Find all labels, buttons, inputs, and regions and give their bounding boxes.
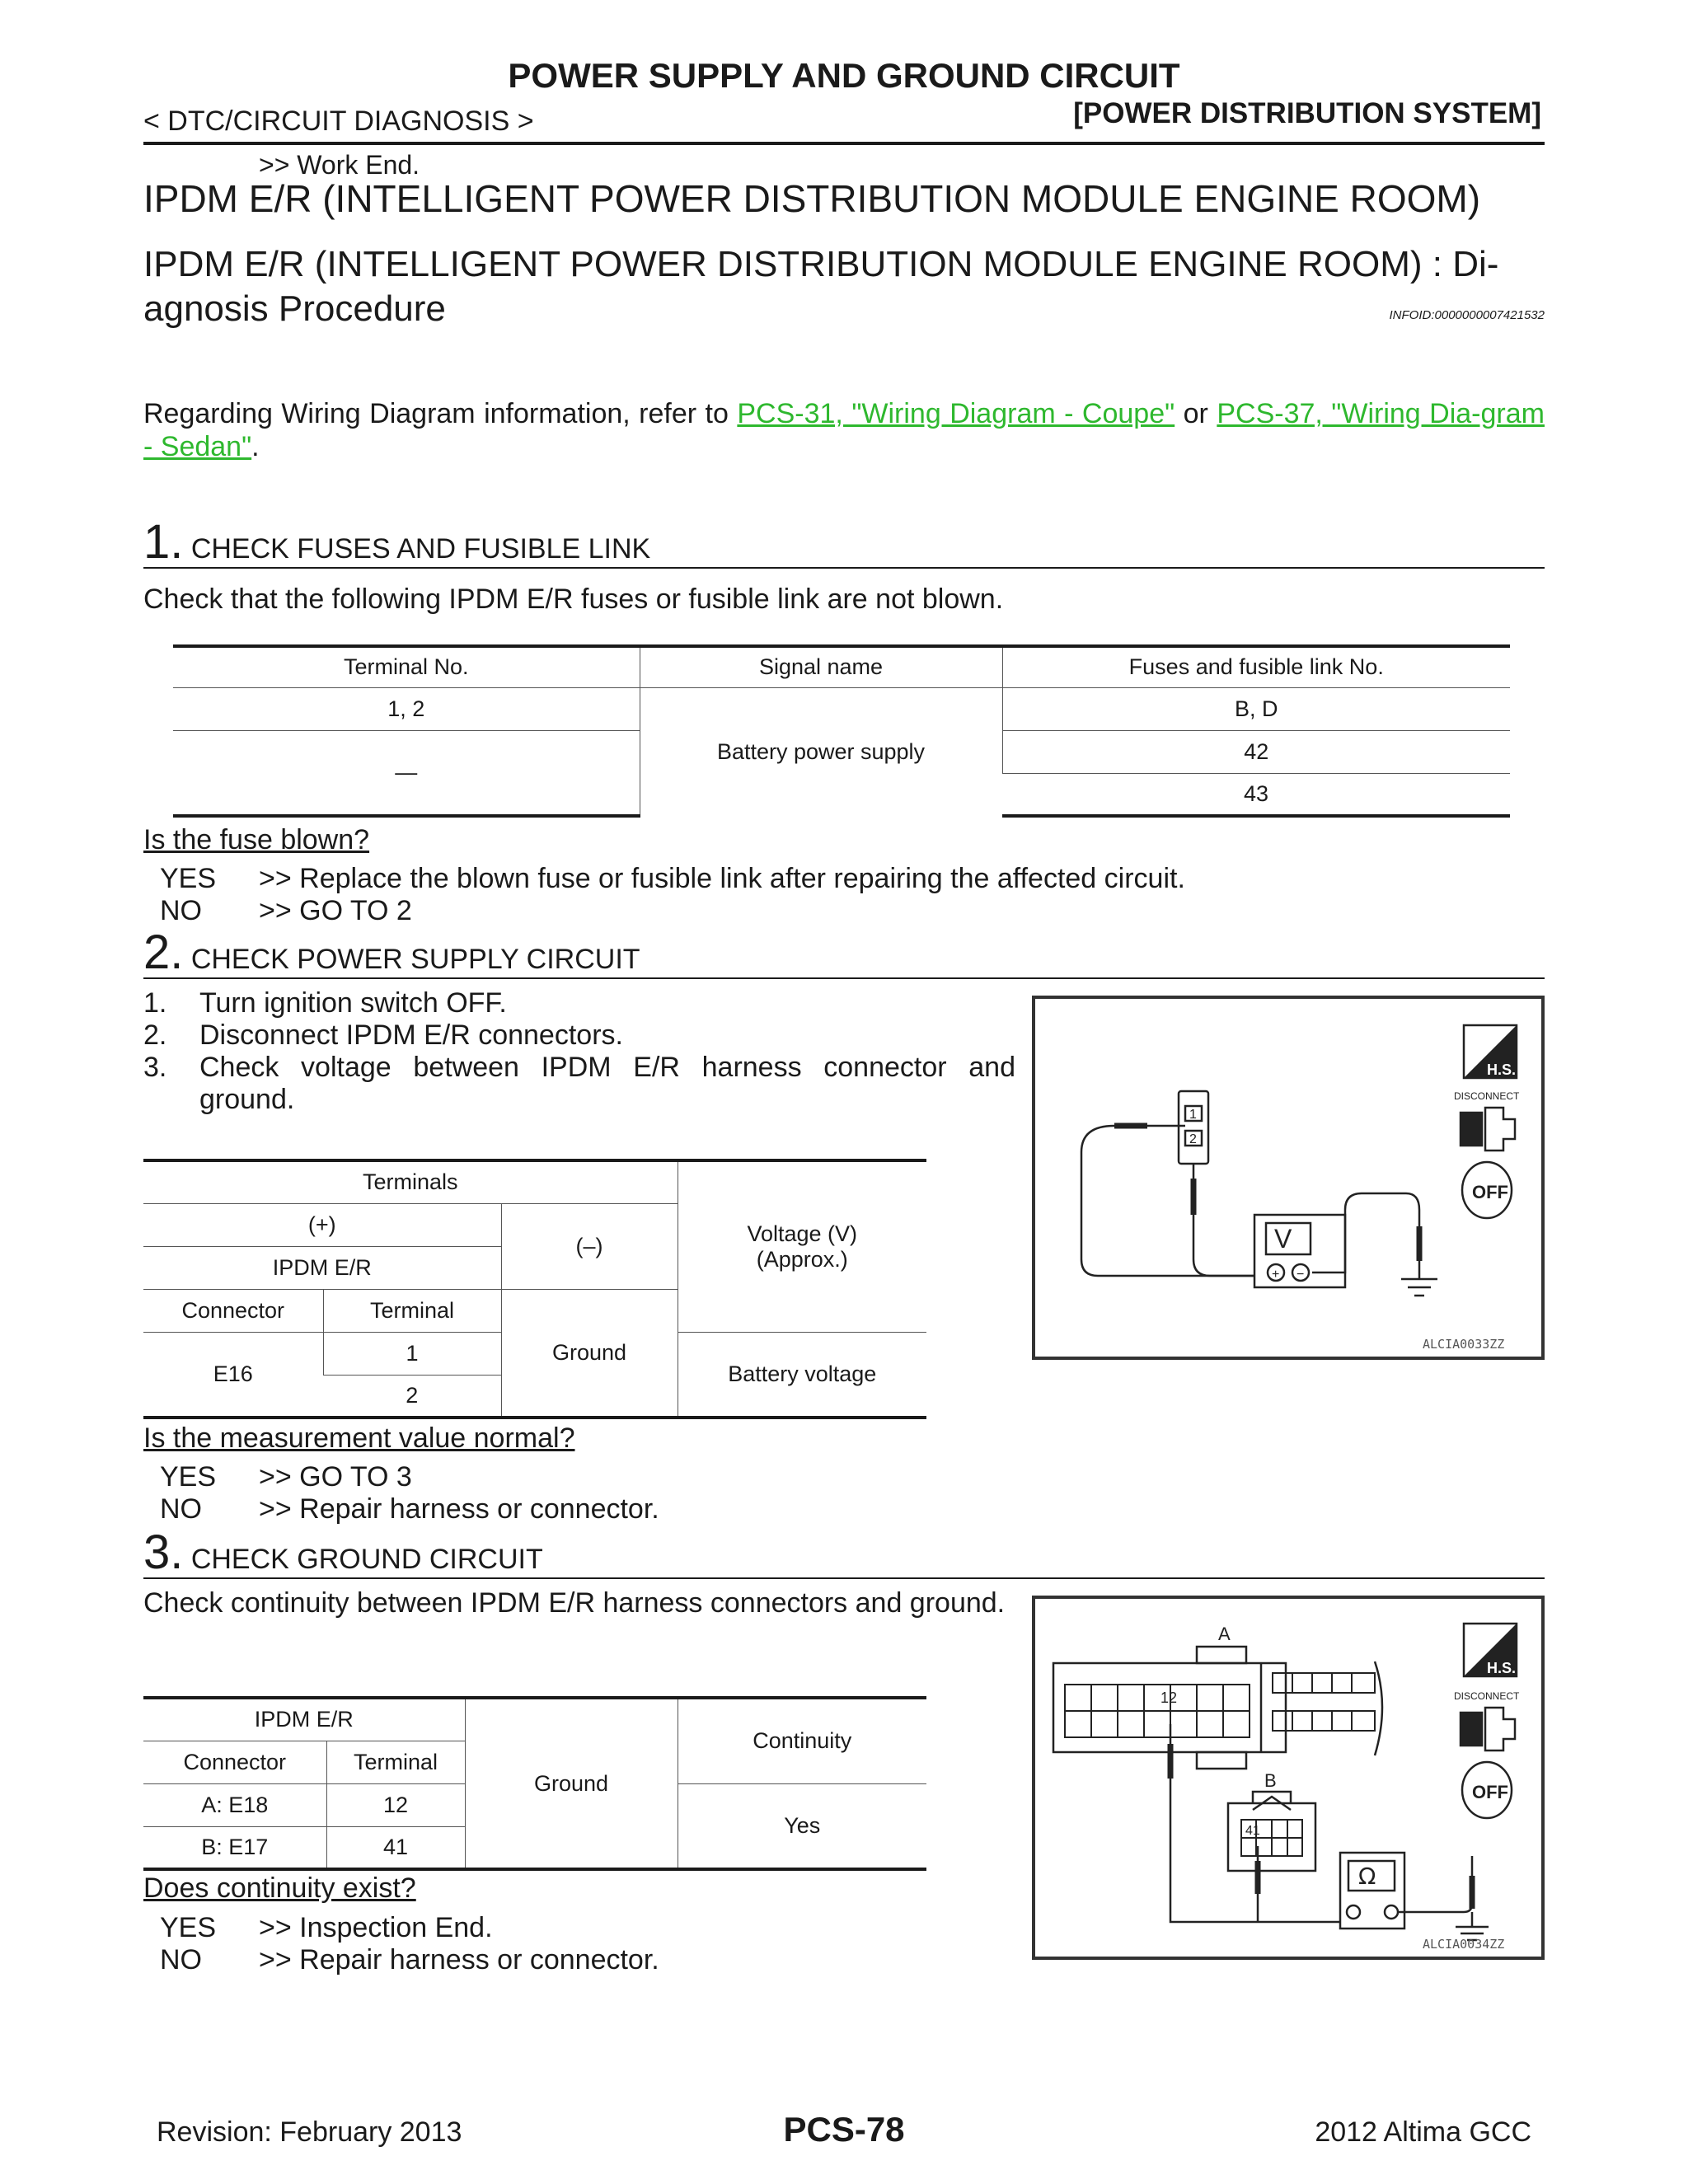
info-id: INFOID:0000000007421532 — [1389, 308, 1545, 322]
section-label: [POWER DISTRIBUTION SYSTEM] — [1073, 97, 1541, 129]
continuity-header: Continuity — [678, 1698, 926, 1783]
fuse-table-header: Terminal No. — [173, 646, 640, 687]
connector-a-label: A — [1218, 1624, 1231, 1644]
list-item: 1. Turn ignition switch OFF. — [143, 987, 507, 1019]
header-divider — [143, 142, 1545, 145]
connector-header: Connector — [143, 1289, 323, 1332]
footer-model: 2012 Altima GCC — [1315, 2116, 1531, 2148]
terminal-header: Terminal — [323, 1289, 501, 1332]
meter-label: V — [1274, 1224, 1292, 1254]
pin-label: 41 — [1245, 1824, 1260, 1838]
fuse-cell: B, D — [1002, 687, 1510, 730]
section-heading: IPDM E/R (INTELLIGENT POWER DISTRIBUTION MODULE ENGINE ROOM) — [143, 177, 1481, 220]
step-3-no: NO >> Repair harness or connector. — [160, 1944, 659, 1975]
footer-page-number: PCS-78 — [783, 2110, 905, 2149]
step-2-title: CHECK POWER SUPPLY CIRCUIT — [190, 944, 640, 975]
terminal-cell: 2 — [323, 1375, 501, 1418]
hs-label: H.S. — [1487, 1660, 1517, 1676]
link-wiring-sedan[interactable]: PCS-37, "Wiring Dia-gram - Sedan" — [143, 398, 1545, 462]
connector-b-label: B — [1264, 1770, 1277, 1791]
terminal-cell: 12 — [326, 1783, 465, 1826]
step-1-header — [143, 514, 1545, 569]
voltage-table — [143, 1159, 926, 1419]
continuity-check-figure — [1032, 1596, 1545, 1960]
result-cell: Yes — [678, 1783, 926, 1869]
page-title: POWER SUPPLY AND GROUND CIRCUIT — [508, 56, 1180, 95]
step-2-list — [143, 987, 1015, 1116]
intro-mid: or — [1175, 398, 1217, 429]
step-3-yes: YES >> Inspection End. — [160, 1912, 493, 1943]
step-1-yes — [160, 863, 1479, 896]
terminal-cell: 1, 2 — [173, 687, 640, 730]
off-label: OFF — [1472, 1782, 1508, 1802]
intro-post: . — [251, 431, 260, 462]
no-text: >> GO TO 2 — [259, 895, 412, 926]
ground-cell: Ground — [465, 1698, 678, 1869]
work-end-text: >> Work End. — [259, 150, 420, 180]
intro-pre: Regarding Wiring Diagram information, refer to — [143, 398, 738, 429]
yes-text: >> Replace the blown fuse or fusible link after repairing the affected circuit. — [259, 863, 1185, 894]
step-1-title: CHECK FUSES AND FUSIBLE LINK — [190, 533, 651, 565]
terminals-header: Terminals — [143, 1160, 678, 1203]
list-item: 2. Disconnect IPDM E/R connectors. — [143, 1019, 623, 1051]
step-3-question: Does continuity exist? — [143, 1872, 416, 1904]
ground-cell: Ground — [501, 1289, 678, 1418]
step-2-no: NO >> Repair harness or connector. — [160, 1493, 659, 1525]
breadcrumb: < DTC/CIRCUIT DIAGNOSIS > — [143, 105, 534, 137]
terminal-cell: 1 — [323, 1332, 501, 1375]
step-1-question: Is the fuse blown? — [143, 824, 370, 855]
step-3-header — [143, 1525, 1545, 1579]
no-label: NO — [160, 895, 202, 926]
hs-label: H.S. — [1487, 1062, 1517, 1078]
step-3-text: Check continuity between IPDM E/R harness connectors and ground. — [143, 1587, 1006, 1619]
yes-label: YES — [160, 863, 217, 894]
continuity-table — [143, 1696, 926, 1871]
minus-header: (–) — [501, 1203, 678, 1289]
signal-cell: Battery power supply — [640, 687, 1002, 816]
fuse-cell: 42 — [1002, 730, 1510, 773]
subsection-heading: IPDM E/R (INTELLIGENT POWER DISTRIBUTION MODULE ENGINE ROOM) : Di-agnosis Procedure — [143, 244, 1499, 329]
voltage-check-figure — [1032, 996, 1545, 1360]
voltage-header: Voltage (V) (Approx.) — [678, 1160, 926, 1332]
step-2-number: 2. — [143, 926, 184, 979]
connector-cell: A: E18 — [143, 1783, 326, 1826]
figure-code: ALCIA0033ZZ — [1423, 1337, 1505, 1352]
terminal-cell: — — [173, 730, 640, 816]
fuse-table — [173, 644, 1510, 818]
pin-label: 1 — [1189, 1108, 1197, 1122]
link-wiring-coupe[interactable]: PCS-31, "Wiring Diagram - Coupe" — [737, 398, 1175, 429]
step-1-text: Check that the following IPDM E/R fuses or fusible link are not blown. — [143, 583, 1004, 615]
result-cell: Battery voltage — [678, 1332, 926, 1418]
terminal-cell: 41 — [326, 1826, 465, 1869]
disconnect-label: DISCONNECT — [1454, 1090, 1520, 1102]
plus-header: (+) — [143, 1203, 501, 1246]
fuse-cell: 43 — [1002, 773, 1510, 816]
step-2-yes: YES >> GO TO 3 — [160, 1461, 412, 1493]
disconnect-label: DISCONNECT — [1454, 1690, 1520, 1702]
step-1-number: 1. — [143, 515, 184, 569]
terminal-header: Terminal — [326, 1741, 465, 1783]
step-1-no — [160, 895, 1479, 928]
fuse-table-header: Signal name — [640, 646, 1002, 687]
step-2-header — [143, 925, 1545, 979]
list-item: 3. Check voltage between IPDM E/R harness connector and ground. — [143, 1052, 1015, 1115]
meter-label: Ω — [1358, 1863, 1376, 1890]
connector-cell: E16 — [143, 1332, 323, 1418]
fuse-table-header: Fuses and fusible link No. — [1002, 646, 1510, 687]
pin-label: 12 — [1160, 1690, 1178, 1706]
connector-header: Connector — [143, 1741, 326, 1783]
connector-cell: B: E17 — [143, 1826, 326, 1869]
ipdm-header: IPDM E/R — [143, 1246, 501, 1289]
figure-code: ALCIA0034ZZ — [1423, 1937, 1505, 1952]
pin-label: 2 — [1189, 1132, 1197, 1146]
step-3-number: 3. — [143, 1526, 184, 1579]
svg-text:−: − — [1296, 1268, 1305, 1282]
svg-text:+: + — [1272, 1268, 1280, 1282]
step-3-title: CHECK GROUND CIRCUIT — [190, 1544, 543, 1575]
footer-revision: Revision: February 2013 — [157, 2116, 462, 2148]
step-2-question: Is the measurement value normal? — [143, 1422, 575, 1454]
ipdm-header: IPDM E/R — [143, 1698, 465, 1741]
intro-paragraph — [143, 397, 1545, 463]
off-label: OFF — [1472, 1182, 1508, 1202]
